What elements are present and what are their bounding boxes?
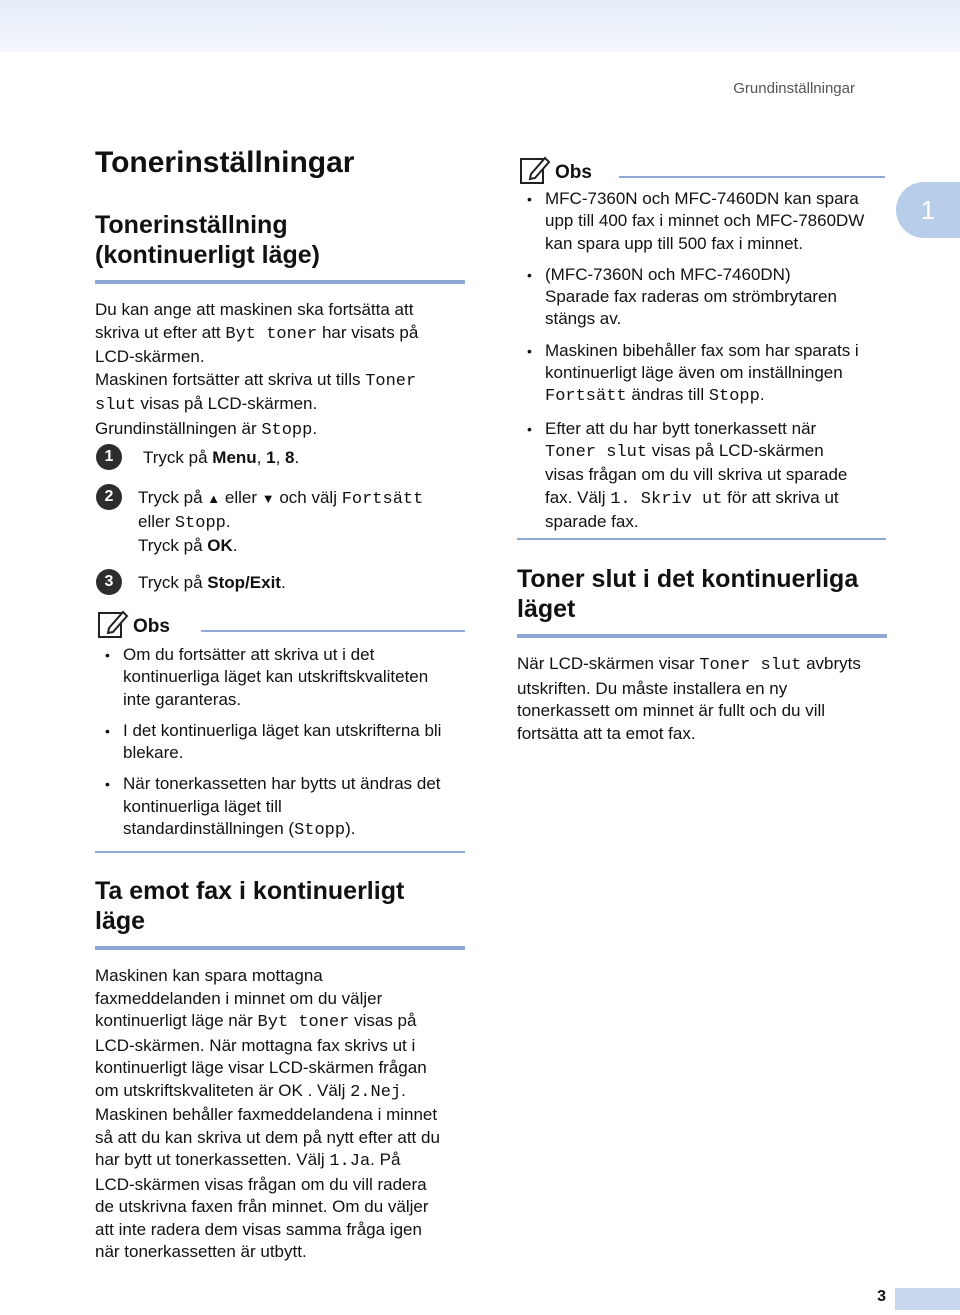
text-line: om utskriftskvaliteten är OK . Välj bbox=[95, 1080, 351, 1100]
step-text bbox=[143, 447, 473, 469]
step-text bbox=[138, 572, 468, 594]
text-line: när tonerkassetten är utbytt. bbox=[95, 1242, 307, 1261]
text-line: Maskinen bibehåller fax som har sparats i bbox=[545, 340, 859, 360]
note-rule bbox=[619, 176, 885, 178]
text-line: så att du kan skriva ut dem på nytt efter att du bbox=[95, 1127, 440, 1147]
title-line-1: Toner slut i det kontinuerliga bbox=[517, 565, 859, 593]
note-pencil-icon bbox=[519, 154, 551, 186]
text: Tryck på bbox=[138, 488, 208, 507]
lcd-text: slut bbox=[95, 396, 136, 415]
text-line: MFC-7360N och MFC-7460DN kan spara bbox=[545, 189, 859, 208]
text: . bbox=[232, 536, 238, 555]
text-line: Du kan ange att maskinen ska fortsätta att bbox=[95, 300, 414, 319]
note-rule bbox=[201, 630, 465, 632]
lcd-text: Fortsätt bbox=[545, 387, 627, 407]
text-line: fortsätta att ta emot fax. bbox=[517, 723, 696, 743]
title-line-2: läget bbox=[517, 595, 576, 623]
note-box-left bbox=[97, 608, 465, 851]
section-title: Tonerinställningar bbox=[95, 146, 355, 179]
text-line: I det kontinuerliga läget kan utskrifterna bli bbox=[123, 720, 442, 740]
text-line: När tonerkassetten har bytts ut ändras det bbox=[123, 774, 441, 794]
text-line: kontinuerligt läge visar LCD-skärmen frågan bbox=[95, 1058, 427, 1077]
note-list bbox=[97, 644, 465, 842]
note-label: Obs bbox=[555, 162, 592, 183]
key-label: 8 bbox=[285, 448, 295, 467]
lcd-text: 1. Skriv ut bbox=[610, 489, 723, 509]
text-line: kontinuerliga läget till bbox=[123, 796, 282, 816]
step-number-badge: 2 bbox=[96, 484, 122, 510]
down-arrow-icon: ▼ bbox=[261, 491, 275, 506]
lcd-text: Byt toner bbox=[257, 1013, 350, 1032]
subsection-receive-fax bbox=[95, 876, 465, 1264]
list-item bbox=[519, 340, 887, 409]
title-line-2: (kontinuerligt läge) bbox=[95, 241, 320, 269]
text-line: kontinuerliga läget kan utskriftskvaliteten bbox=[123, 667, 429, 687]
text-line: visas på LCD-skärmen bbox=[647, 440, 824, 460]
key-label: 1 bbox=[266, 448, 276, 467]
key-label: OK bbox=[207, 536, 233, 555]
text-line: standardinställningen ( bbox=[123, 819, 295, 839]
text-line: Maskinen kan spara mottagna bbox=[95, 966, 323, 985]
list-item bbox=[97, 644, 465, 711]
lcd-text: Stopp bbox=[261, 420, 313, 440]
text-line: När LCD-skärmen visar bbox=[517, 654, 700, 673]
text-line: LCD-skärmen. bbox=[95, 347, 205, 366]
text-line: sparade fax. bbox=[545, 511, 639, 531]
text-line: . bbox=[312, 418, 318, 438]
step-text bbox=[138, 487, 468, 557]
text: , bbox=[256, 448, 267, 467]
text-line: . bbox=[401, 1080, 406, 1100]
page-tab bbox=[895, 1288, 960, 1310]
text-line: stängs av. bbox=[545, 309, 622, 329]
chapter-tab: 1 bbox=[896, 182, 960, 238]
subsection-title bbox=[517, 564, 887, 624]
top-band bbox=[0, 0, 960, 52]
note-bottom-rule bbox=[517, 538, 886, 540]
text-line: fax. Välj bbox=[545, 487, 611, 507]
text-line: visas frågan om du vill skriva ut sparade bbox=[545, 465, 848, 485]
text-line: visas på LCD-skärmen. bbox=[135, 394, 318, 413]
lcd-text: Stopp bbox=[294, 821, 346, 841]
lcd-text: Stopp bbox=[174, 514, 226, 533]
text-line: faxmeddelanden i minnet om du väljer bbox=[95, 988, 383, 1008]
text-line: upp till 400 fax i minnet och MFC-7860DW bbox=[545, 211, 865, 231]
subsection-rule bbox=[517, 634, 887, 638]
left-column bbox=[95, 146, 465, 442]
text: Tryck på bbox=[138, 573, 208, 592]
list-item bbox=[97, 773, 465, 842]
text-line: har visats på bbox=[317, 322, 419, 342]
text: . bbox=[225, 512, 231, 531]
text-line: utskriften. Du måste installera en ny bbox=[517, 678, 788, 698]
receive-fax-paragraph bbox=[95, 965, 465, 1264]
subsection-rule bbox=[95, 280, 465, 284]
text-line: blekare. bbox=[123, 743, 184, 763]
note-header bbox=[519, 154, 887, 186]
subsection-continuous-mode bbox=[95, 210, 465, 284]
lcd-text: 2.Nej bbox=[350, 1082, 402, 1102]
subsection-rule bbox=[95, 946, 465, 950]
list-item bbox=[519, 264, 887, 331]
note-header bbox=[97, 608, 465, 640]
text: Tryck på bbox=[138, 536, 208, 555]
text: eller bbox=[220, 488, 262, 507]
step-2 bbox=[96, 484, 466, 554]
text: , bbox=[275, 448, 286, 467]
title-line-1: Tonerinställning bbox=[95, 211, 288, 239]
lcd-text: Byt toner bbox=[225, 324, 318, 344]
key-label: Stop/Exit bbox=[207, 573, 281, 592]
text: . bbox=[294, 448, 300, 467]
note-label: Obs bbox=[133, 616, 170, 637]
subsection-title bbox=[95, 876, 465, 936]
running-header: Grundinställningar bbox=[733, 80, 855, 97]
step-3 bbox=[96, 569, 466, 595]
text: . bbox=[280, 573, 286, 592]
lcd-text: Stopp bbox=[708, 387, 760, 407]
text-line: visas på bbox=[349, 1011, 417, 1030]
text-line: ändras till bbox=[626, 385, 709, 405]
step-number-badge: 3 bbox=[96, 569, 122, 595]
step-number-badge: 1 bbox=[96, 444, 122, 470]
text-line: de utskrivna faxen från minnet. Om du väljer bbox=[95, 1197, 429, 1216]
text-line: tonerkassett om minnet är fullt och du vill bbox=[517, 701, 826, 720]
note-pencil-icon bbox=[97, 608, 129, 640]
text-line: kontinuerligt läge när bbox=[95, 1011, 258, 1030]
subsection-toner-out bbox=[517, 564, 887, 745]
text-line: skriva ut efter att bbox=[95, 322, 226, 342]
list-item bbox=[519, 188, 887, 255]
text-line: ). bbox=[345, 819, 356, 839]
intro-paragraph bbox=[95, 299, 465, 442]
text-line: . bbox=[759, 385, 765, 405]
subsection-title bbox=[95, 210, 465, 270]
lcd-text: Toner bbox=[365, 371, 417, 391]
note-list bbox=[519, 188, 887, 533]
up-arrow-icon: ▲ bbox=[207, 491, 221, 506]
list-item bbox=[97, 720, 465, 765]
step-1 bbox=[96, 444, 466, 470]
note-box-right bbox=[519, 154, 887, 542]
lcd-text: 1.Ja bbox=[329, 1152, 371, 1171]
lcd-text: Toner slut bbox=[699, 656, 802, 675]
text-line: att inte radera dem visas samma fråga igen bbox=[95, 1219, 422, 1239]
title-line-2: läge bbox=[95, 907, 146, 935]
text-line: har bytt ut tonerkassetten. Välj bbox=[95, 1150, 330, 1169]
lcd-text: Toner slut bbox=[545, 442, 648, 462]
list-item bbox=[519, 418, 887, 533]
note-bottom-rule bbox=[95, 851, 465, 853]
text-line: Maskinen behåller faxmeddelandena i minnet bbox=[95, 1105, 438, 1124]
text: och välj bbox=[274, 488, 342, 507]
title-line-1: Ta emot fax i kontinuerligt bbox=[95, 877, 405, 905]
text-line: LCD-skärmen. När mottagna fax skrivs ut i bbox=[95, 1035, 416, 1055]
text-line: inte garanteras. bbox=[123, 689, 242, 709]
text-line: Efter att du har bytt tonerkassett när bbox=[545, 418, 817, 438]
text-line: Maskinen fortsätter att skriva ut tills bbox=[95, 369, 366, 389]
text-line: (MFC-7360N och MFC-7460DN) bbox=[545, 264, 791, 284]
text-line: . På bbox=[370, 1150, 401, 1169]
text-line: kan spara upp till 500 fax i minnet. bbox=[545, 233, 803, 253]
page-number: 3 bbox=[877, 1288, 886, 1305]
text-line: Sparade fax raderas om strömbrytaren bbox=[545, 287, 837, 307]
key-label: Menu bbox=[212, 448, 257, 467]
text-line: för att skriva ut bbox=[722, 487, 839, 507]
text: eller bbox=[138, 512, 175, 531]
text-line: avbryts bbox=[801, 654, 861, 673]
text-line: kontinuerligt läge även om inställningen bbox=[545, 363, 843, 383]
toner-out-paragraph bbox=[517, 653, 887, 745]
text-line: Grundinställningen är bbox=[95, 418, 262, 438]
text-line: LCD-skärmen visas frågan om du vill radera bbox=[95, 1174, 427, 1194]
text: Tryck på bbox=[143, 448, 213, 467]
text-line: Om du fortsätter att skriva ut i det bbox=[123, 645, 375, 664]
lcd-text: Fortsätt bbox=[341, 490, 424, 509]
